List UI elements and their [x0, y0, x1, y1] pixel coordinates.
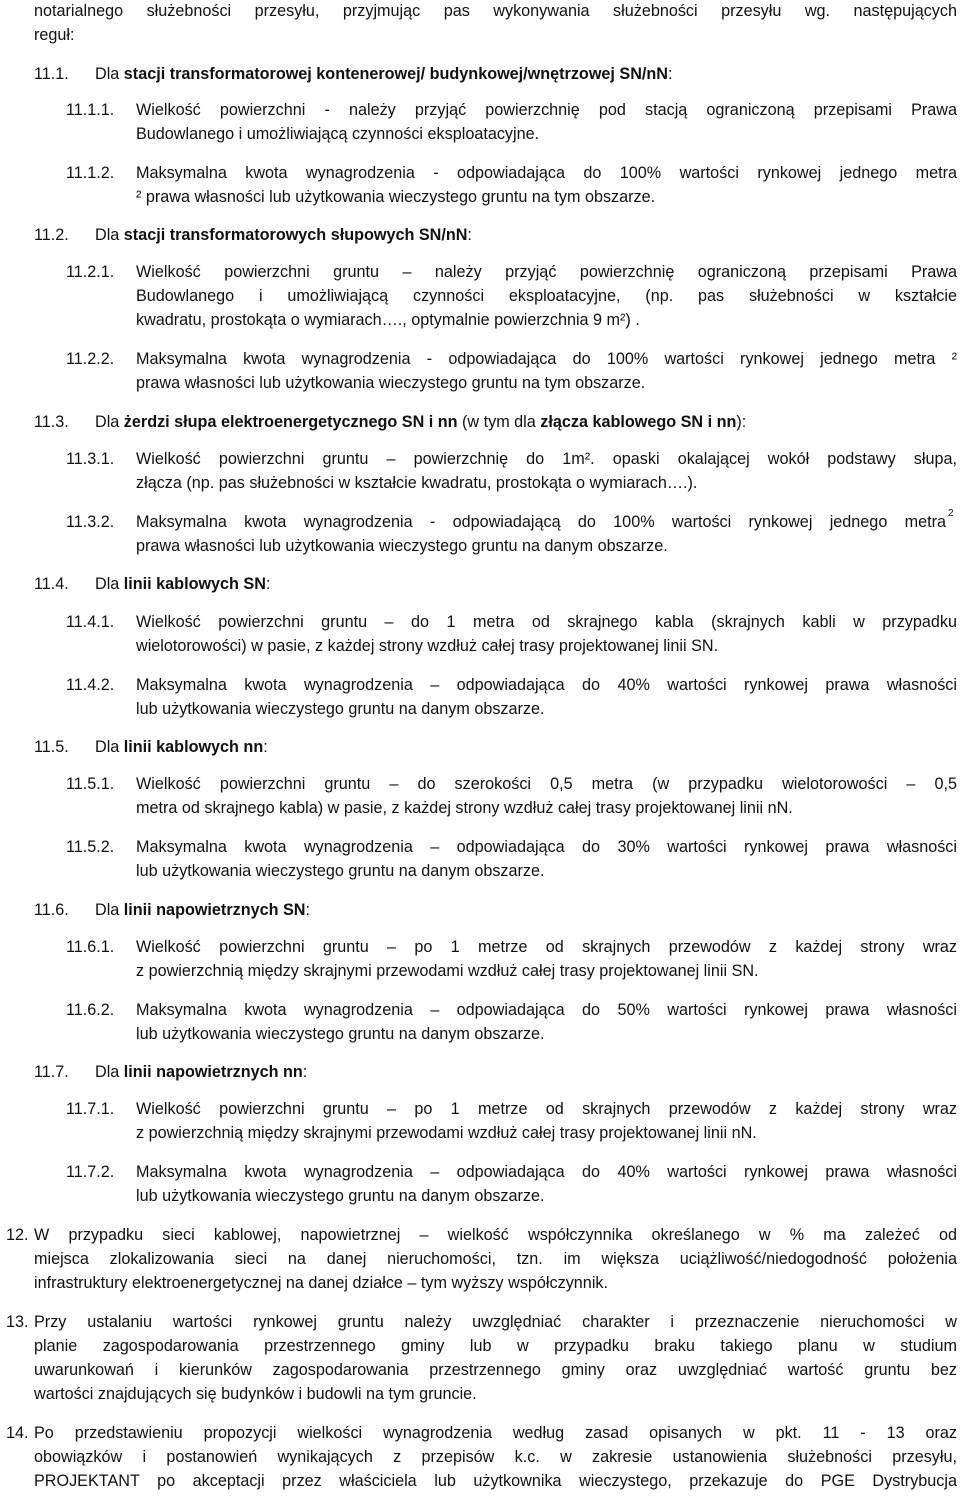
subsection-number: 11.3.1.	[66, 450, 115, 468]
paragraph-line: Wielkość powierzchni gruntu – do szerokości 0,5 metra (w przypadku wielotorowości – 0,5	[136, 775, 957, 793]
paragraph-line: z powierzchnią między skrajnymi przewodami wzdłuż całej trasy projektowanej linii SN.	[136, 962, 759, 980]
item-number: 12.	[6, 1226, 29, 1244]
paragraph-line: lub użytkowania wieczystego gruntu na danym obszarze.	[136, 1187, 545, 1205]
section-number: 11.3.	[34, 413, 69, 431]
paragraph-line: miejsca zlokalizowania sieci na danej nieruchomości, tzn. im większa uciążliwość/niedogodność położenia	[34, 1250, 957, 1268]
subsection-number: 11.5.1.	[66, 775, 115, 793]
paragraph-line: Wielkość powierzchni gruntu – po 1 metrze od skrajnych przewodów z każdej strony wraz	[136, 1100, 957, 1118]
subsection-number: 11.2.2.	[66, 350, 115, 368]
subsection-number: 11.4.2.	[66, 676, 115, 694]
paragraph-line: Maksymalna kwota wynagrodzenia - odpowiadająca do 100% wartości rynkowej jednego metra	[136, 164, 957, 182]
section-heading: Dla żerdzi słupa elektroenergetycznego SN i nn (w tym dla złącza kablowego SN i nn):	[95, 413, 747, 431]
paragraph-line: wielotorowości) w pasie, z każdej strony wzdłuż całej trasy projektowanej linii SN.	[136, 637, 719, 655]
paragraph-line: Maksymalna kwota wynagrodzenia – odpowiadająca do 40% wartości rynkowej prawa własności	[136, 1163, 957, 1181]
section-number: 11.1.	[34, 65, 69, 83]
paragraph-line: z powierzchnią między skrajnymi przewodami wzdłuż całej trasy projektowanej linii nN.	[136, 1124, 757, 1142]
section-heading: Dla linii kablowych nn:	[95, 738, 268, 756]
subsection-number: 11.3.2.	[66, 513, 115, 531]
paragraph-line: kwadratu, prostokąta o wymiarach…., optymalnie powierzchnia 9 m²) .	[136, 311, 640, 329]
subsection-number: 11.4.1.	[66, 613, 115, 631]
paragraph-line: Przy ustalaniu wartości rynkowej gruntu należy uwzględniać charakter i przeznaczenie nieruchomości w	[34, 1313, 957, 1331]
paragraph-line: prawa własności lub użytkowania wieczystego gruntu na danym obszarze.	[136, 537, 668, 555]
subsection-number: 11.7.1.	[66, 1100, 115, 1118]
paragraph-line: uwarunkowań i kierunków zagospodarowania przestrzennego gminy oraz uwzględniać wartość gruntu bez	[34, 1361, 957, 1379]
section-heading: Dla linii kablowych SN:	[95, 575, 271, 593]
paragraph-line: Budowlanego i umożliwiającą czynności eksploatacyjne, (np. pas służebności w kształcie	[136, 287, 957, 305]
paragraph-line: Wielkość powierzchni - należy przyjąć powierzchnię pod stacją ograniczoną przepisami Prawa	[136, 101, 957, 119]
paragraph-line: Wielkość powierzchni gruntu – należy przyjąć powierzchnię ograniczoną przepisami Prawa	[136, 263, 957, 281]
paragraph-line: lub użytkowania wieczystego gruntu na danym obszarze.	[136, 862, 545, 880]
paragraph-line: Maksymalna kwota wynagrodzenia – odpowiadająca do 40% wartości rynkowej prawa własności	[136, 676, 957, 694]
paragraph-line: lub użytkowania wieczystego gruntu na danym obszarze.	[136, 1025, 545, 1043]
intro-line-1: notarialnego służebności przesyłu, przyjmując pas wykonywania służebności przesyłu wg. następujących	[34, 2, 957, 20]
item-number: 14.	[6, 1424, 29, 1442]
section-number: 11.5.	[34, 738, 69, 756]
subsection-number: 11.7.2.	[66, 1163, 115, 1181]
section-number: 11.6.	[34, 901, 69, 919]
paragraph-line: wartości znajdujących się budynków i budowli na tym gruncie.	[34, 1385, 477, 1403]
subsection-number: 11.5.2.	[66, 838, 115, 856]
paragraph-line: złącza (np. pas służebności w kształcie kwadratu, prostokąta o wymiarach….).	[136, 474, 698, 492]
paragraph-line: W przypadku sieci kablowej, napowietrznej – wielkość współczynnika określanego w % ma zależeć od	[34, 1226, 957, 1244]
paragraph-line: lub użytkowania wieczystego gruntu na danym obszarze.	[136, 700, 545, 718]
paragraph-line: Wielkość powierzchni gruntu – powierzchnię do 1m². opaski okalającej wokół podstawy słupa,	[136, 450, 957, 468]
paragraph-line: obowiązków i postanowień wynikających z przepisów k.c. w zakresie ustanowienia służebności przesyłu,	[34, 1448, 957, 1466]
subsection-number: 11.1.1.	[66, 101, 115, 119]
item-number: 13.	[6, 1313, 29, 1331]
paragraph-line: metra od skrajnego kabla) w pasie, z każdej strony wzdłuż całej trasy projektowanej linii nN.	[136, 799, 793, 817]
section-number: 11.4.	[34, 575, 69, 593]
section-heading: Dla stacji transformatorowych słupowych SN/nN:	[95, 226, 472, 244]
section-heading: Dla linii napowietrznych SN:	[95, 901, 310, 919]
paragraph-line: Po przedstawieniu propozycji wielkości wynagrodzenia według zasad opisanych w pkt. 11 - 13 oraz	[34, 1424, 957, 1442]
subsection-number: 11.6.1.	[66, 938, 115, 956]
section-heading: Dla stacji transformatorowej kontenerowej/ budynkowej/wnętrzowej SN/nN:	[95, 65, 673, 83]
paragraph-line: Maksymalna kwota wynagrodzenia - odpowiadająca do 100% wartości rynkowej jednego metra ²	[136, 350, 957, 368]
paragraph-line: Maksymalna kwota wynagrodzenia – odpowiadająca do 50% wartości rynkowej prawa własności	[136, 1001, 957, 1019]
paragraph-line: prawa własności lub użytkowania wieczystego gruntu na tym obszarze.	[136, 374, 646, 392]
paragraph-line: Maksymalna kwota wynagrodzenia - odpowiadającą do 100% wartości rynkowej jednego metra	[136, 513, 946, 531]
intro-line-2: reguł:	[34, 26, 75, 44]
paragraph-line: planie zagospodarowania przestrzennego gminy lub w przypadku braku takiego planu w studium	[34, 1337, 957, 1355]
paragraph-line: PROJEKTANT po akceptacji przez właściciela lub użytkownika wieczystego, przekazuje do PGE Dystrybucja	[34, 1472, 957, 1490]
paragraph-line: Wielkość powierzchni gruntu – po 1 metrze od skrajnych przewodów z każdej strony wraz	[136, 938, 957, 956]
section-number: 11.7.	[34, 1063, 69, 1081]
section-number: 11.2.	[34, 226, 69, 244]
paragraph-line: ² prawa własności lub użytkowania wieczystego gruntu na tym obszarze.	[136, 188, 656, 206]
subsection-number: 11.2.1.	[66, 263, 115, 281]
paragraph-line: Maksymalna kwota wynagrodzenia – odpowiadająca do 30% wartości rynkowej prawa własności	[136, 838, 957, 856]
paragraph-line: Wielkość powierzchni gruntu – do 1 metra od skrajnego kabla (skrajnych kabli w przypadku	[136, 613, 957, 631]
paragraph-line: infrastruktury elektroenergetycznej na danej działce – tym wyższy współczynnik.	[34, 1274, 609, 1292]
subsection-number: 11.1.2.	[66, 164, 115, 182]
subsection-number: 11.6.2.	[66, 1001, 115, 1019]
section-heading: Dla linii napowietrznych nn:	[95, 1063, 308, 1081]
paragraph-line: Budowlanego i umożliwiającą czynności eksploatacyjne.	[136, 125, 540, 143]
